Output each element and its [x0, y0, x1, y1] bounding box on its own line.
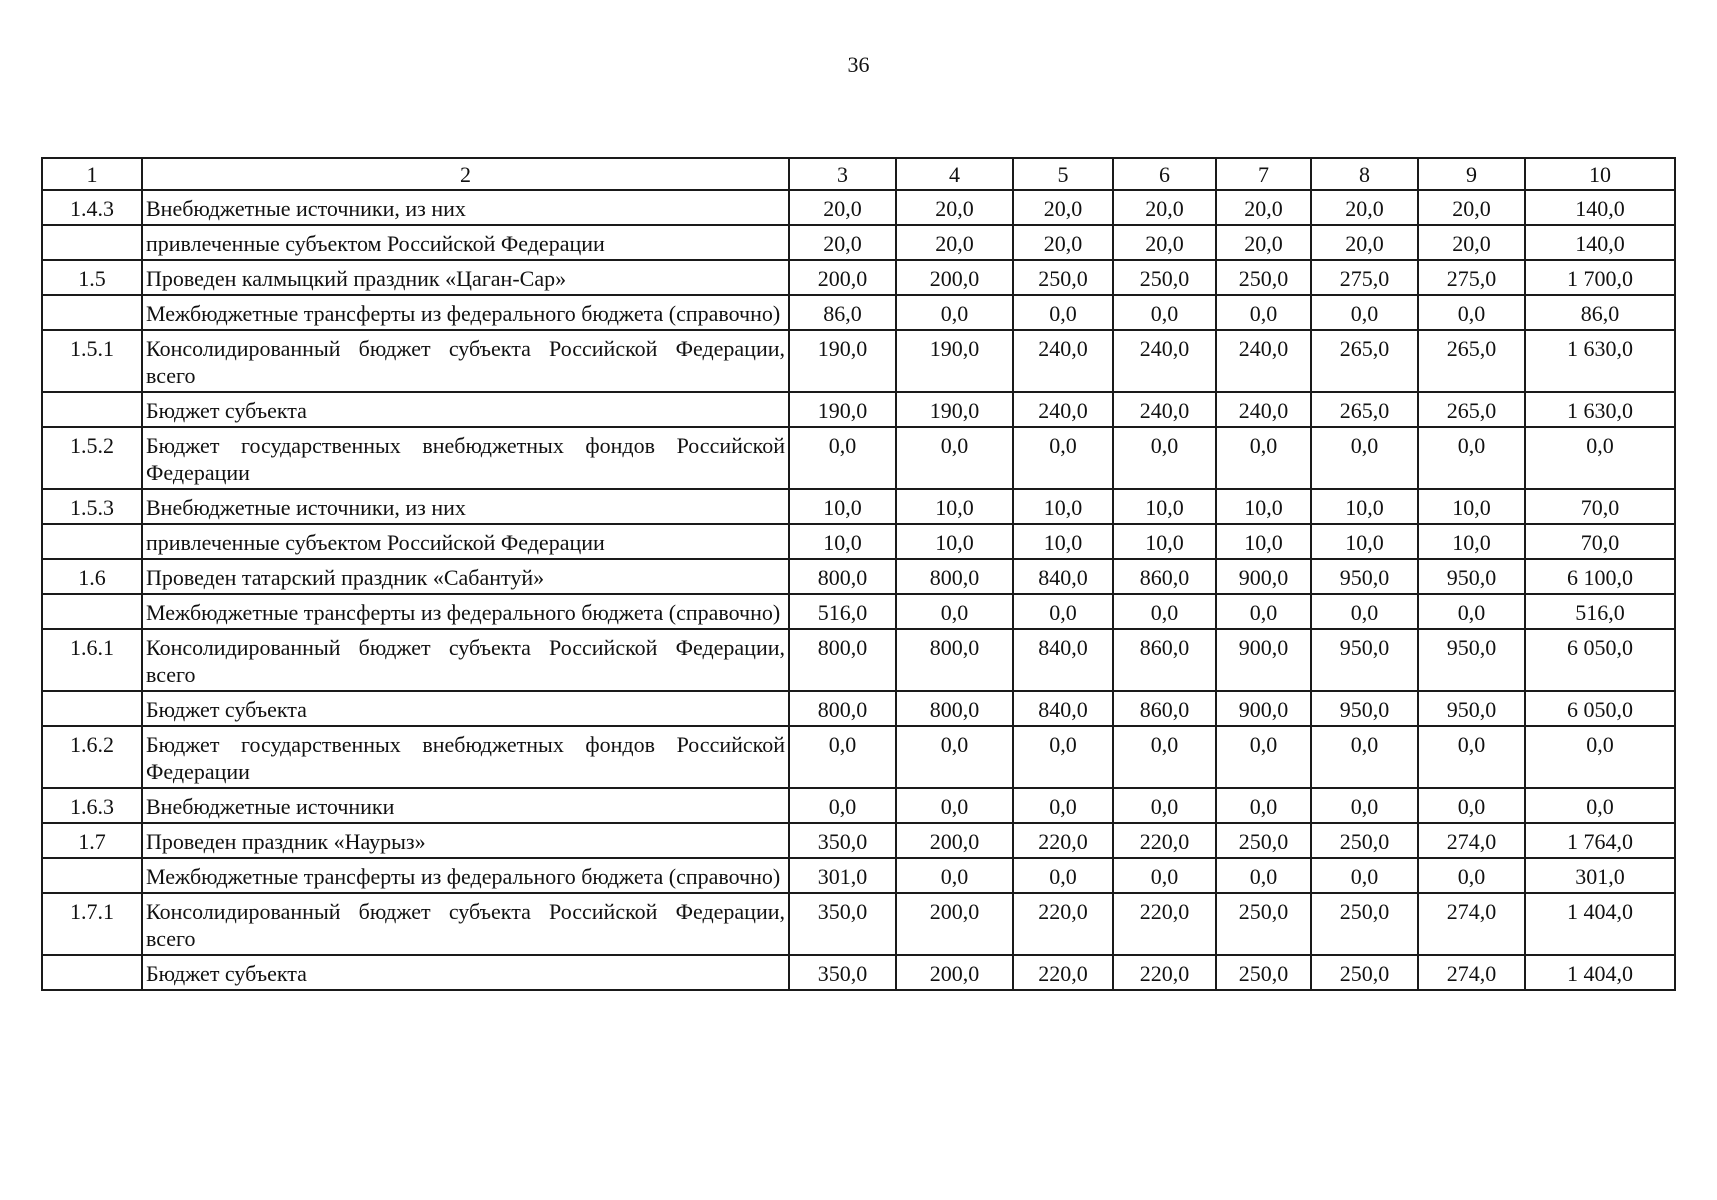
- row-value: 0,0: [789, 788, 896, 823]
- row-value: 0,0: [1113, 788, 1216, 823]
- table-row: [42, 489, 1675, 524]
- row-value: 265,0: [1418, 392, 1525, 427]
- row-value: 274,0: [1418, 823, 1525, 858]
- row-value: 0,0: [789, 726, 896, 788]
- row-value: 20,0: [789, 225, 896, 260]
- row-value: 1 404,0: [1525, 955, 1675, 990]
- row-value: 0,0: [1418, 858, 1525, 893]
- row-value: 950,0: [1311, 629, 1418, 691]
- column-header: 4: [896, 158, 1013, 190]
- row-label: привлеченные субъектом Российской Федерации: [142, 225, 789, 260]
- row-value: 20,0: [1013, 190, 1113, 225]
- row-value: 0,0: [1418, 427, 1525, 489]
- row-value: 274,0: [1418, 955, 1525, 990]
- row-value: 86,0: [789, 295, 896, 330]
- row-code: 1.7: [42, 823, 142, 858]
- row-code: [42, 955, 142, 990]
- column-header: 1: [42, 158, 142, 190]
- row-value: 800,0: [789, 691, 896, 726]
- row-value: 0,0: [896, 788, 1013, 823]
- row-value: 220,0: [1113, 955, 1216, 990]
- row-value: 950,0: [1418, 691, 1525, 726]
- row-value: 860,0: [1113, 629, 1216, 691]
- row-value: 20,0: [1418, 190, 1525, 225]
- row-code: [42, 225, 142, 260]
- row-value: 0,0: [896, 295, 1013, 330]
- row-value: 950,0: [1418, 559, 1525, 594]
- row-label: Бюджет государственных внебюджетных фондов Российской Федерации: [142, 427, 789, 489]
- row-value: 0,0: [1525, 726, 1675, 788]
- row-value: 10,0: [789, 524, 896, 559]
- row-value: 275,0: [1311, 260, 1418, 295]
- row-value: 200,0: [896, 823, 1013, 858]
- row-value: 250,0: [1216, 260, 1311, 295]
- row-value: 516,0: [789, 594, 896, 629]
- row-value: 240,0: [1113, 330, 1216, 392]
- row-value: 860,0: [1113, 559, 1216, 594]
- row-value: 70,0: [1525, 524, 1675, 559]
- row-label: Бюджет государственных внебюджетных фондов Российской Федерации: [142, 726, 789, 788]
- row-value: 0,0: [1013, 427, 1113, 489]
- row-code: 1.5: [42, 260, 142, 295]
- row-label: Консолидированный бюджет субъекта Российской Федерации, всего: [142, 330, 789, 392]
- table-row: [42, 955, 1675, 990]
- row-value: 20,0: [896, 225, 1013, 260]
- row-value: 301,0: [1525, 858, 1675, 893]
- row-value: 0,0: [1311, 858, 1418, 893]
- row-value: 0,0: [1418, 594, 1525, 629]
- row-value: 10,0: [1216, 524, 1311, 559]
- budget-table: [41, 157, 1676, 991]
- table-row: [42, 260, 1675, 295]
- row-value: 800,0: [789, 559, 896, 594]
- row-code: 1.6.1: [42, 629, 142, 691]
- table-row: [42, 330, 1675, 392]
- row-label: Внебюджетные источники, из них: [142, 489, 789, 524]
- row-value: 950,0: [1418, 629, 1525, 691]
- row-value: 1 700,0: [1525, 260, 1675, 295]
- row-value: 20,0: [1113, 190, 1216, 225]
- row-value: 0,0: [1216, 858, 1311, 893]
- row-value: 0,0: [1216, 726, 1311, 788]
- row-value: 900,0: [1216, 629, 1311, 691]
- column-number-row: [42, 158, 1675, 190]
- row-value: 840,0: [1013, 629, 1113, 691]
- row-code: 1.5.2: [42, 427, 142, 489]
- row-value: 1 630,0: [1525, 392, 1675, 427]
- row-value: 86,0: [1525, 295, 1675, 330]
- table-row: [42, 225, 1675, 260]
- row-code: [42, 295, 142, 330]
- row-value: 265,0: [1418, 330, 1525, 392]
- row-value: 10,0: [1418, 489, 1525, 524]
- row-value: 0,0: [896, 427, 1013, 489]
- row-value: 250,0: [1311, 955, 1418, 990]
- row-value: 20,0: [1113, 225, 1216, 260]
- row-value: 20,0: [1216, 190, 1311, 225]
- row-value: 0,0: [1013, 295, 1113, 330]
- row-label: Бюджет субъекта: [142, 955, 789, 990]
- row-value: 220,0: [1113, 823, 1216, 858]
- column-header: 5: [1013, 158, 1113, 190]
- row-label: Бюджет субъекта: [142, 392, 789, 427]
- row-value: 0,0: [1113, 594, 1216, 629]
- row-value: 800,0: [896, 559, 1013, 594]
- row-value: 250,0: [1216, 955, 1311, 990]
- row-value: 0,0: [1418, 295, 1525, 330]
- table-row: [42, 823, 1675, 858]
- row-value: 6 100,0: [1525, 559, 1675, 594]
- row-label: Бюджет субъекта: [142, 691, 789, 726]
- row-code: [42, 594, 142, 629]
- row-value: 350,0: [789, 955, 896, 990]
- row-value: 20,0: [896, 190, 1013, 225]
- row-value: 250,0: [1013, 260, 1113, 295]
- row-value: 200,0: [896, 893, 1013, 955]
- column-header: 3: [789, 158, 896, 190]
- table-row: [42, 295, 1675, 330]
- row-value: 10,0: [1013, 489, 1113, 524]
- row-code: 1.5.1: [42, 330, 142, 392]
- row-value: 950,0: [1311, 559, 1418, 594]
- row-value: 250,0: [1113, 260, 1216, 295]
- row-value: 0,0: [1311, 726, 1418, 788]
- row-value: 840,0: [1013, 559, 1113, 594]
- table-row: [42, 427, 1675, 489]
- row-value: 10,0: [1311, 489, 1418, 524]
- row-value: 0,0: [896, 858, 1013, 893]
- row-value: 10,0: [1113, 489, 1216, 524]
- row-value: 0,0: [789, 427, 896, 489]
- row-value: 20,0: [1311, 190, 1418, 225]
- row-value: 840,0: [1013, 691, 1113, 726]
- row-value: 140,0: [1525, 190, 1675, 225]
- row-value: 800,0: [789, 629, 896, 691]
- row-code: [42, 858, 142, 893]
- row-label: Проведен праздник «Наурыз»: [142, 823, 789, 858]
- row-value: 1 630,0: [1525, 330, 1675, 392]
- row-value: 0,0: [1216, 295, 1311, 330]
- row-value: 0,0: [1216, 594, 1311, 629]
- row-value: 0,0: [1216, 788, 1311, 823]
- row-value: 10,0: [1216, 489, 1311, 524]
- table-row: [42, 726, 1675, 788]
- row-value: 950,0: [1311, 691, 1418, 726]
- row-value: 900,0: [1216, 559, 1311, 594]
- column-header: 8: [1311, 158, 1418, 190]
- row-value: 250,0: [1216, 893, 1311, 955]
- row-value: 10,0: [896, 489, 1013, 524]
- row-value: 190,0: [789, 330, 896, 392]
- row-value: 240,0: [1216, 330, 1311, 392]
- row-value: 1 764,0: [1525, 823, 1675, 858]
- row-value: 220,0: [1013, 823, 1113, 858]
- row-value: 0,0: [1013, 788, 1113, 823]
- row-value: 190,0: [789, 392, 896, 427]
- row-value: 240,0: [1013, 330, 1113, 392]
- row-value: 6 050,0: [1525, 691, 1675, 726]
- row-value: 0,0: [1311, 594, 1418, 629]
- row-value: 0,0: [896, 726, 1013, 788]
- column-header: 10: [1525, 158, 1675, 190]
- row-value: 0,0: [896, 594, 1013, 629]
- column-header: 7: [1216, 158, 1311, 190]
- row-value: 0,0: [1113, 858, 1216, 893]
- row-code: 1.6.3: [42, 788, 142, 823]
- row-value: 350,0: [789, 823, 896, 858]
- row-value: 0,0: [1311, 788, 1418, 823]
- row-label: Консолидированный бюджет субъекта Российской Федерации, всего: [142, 893, 789, 955]
- row-value: 240,0: [1013, 392, 1113, 427]
- row-label: Проведен татарский праздник «Сабантуй»: [142, 559, 789, 594]
- page-number: 36: [847, 52, 870, 77]
- row-value: 220,0: [1013, 893, 1113, 955]
- row-value: 0,0: [1525, 788, 1675, 823]
- row-value: 20,0: [1311, 225, 1418, 260]
- table-row: [42, 629, 1675, 691]
- row-label: Межбюджетные трансферты из федерального бюджета (справочно): [142, 858, 789, 893]
- row-value: 0,0: [1311, 295, 1418, 330]
- table-row: [42, 893, 1675, 955]
- table-row: [42, 594, 1675, 629]
- row-value: 10,0: [1311, 524, 1418, 559]
- row-label: Межбюджетные трансферты из федерального бюджета (справочно): [142, 594, 789, 629]
- row-value: 0,0: [1013, 726, 1113, 788]
- row-code: 1.6: [42, 559, 142, 594]
- row-value: 240,0: [1216, 392, 1311, 427]
- row-value: 0,0: [1418, 726, 1525, 788]
- row-value: 265,0: [1311, 392, 1418, 427]
- row-value: 1 404,0: [1525, 893, 1675, 955]
- row-value: 0,0: [1418, 788, 1525, 823]
- row-code: 1.4.3: [42, 190, 142, 225]
- row-value: 275,0: [1418, 260, 1525, 295]
- row-value: 20,0: [1418, 225, 1525, 260]
- column-header: 6: [1113, 158, 1216, 190]
- row-code: 1.7.1: [42, 893, 142, 955]
- row-code: [42, 392, 142, 427]
- row-value: 10,0: [896, 524, 1013, 559]
- row-value: 250,0: [1216, 823, 1311, 858]
- table-row: [42, 392, 1675, 427]
- row-value: 0,0: [1013, 858, 1113, 893]
- row-value: 301,0: [789, 858, 896, 893]
- row-value: 220,0: [1113, 893, 1216, 955]
- row-value: 0,0: [1525, 427, 1675, 489]
- row-label: Межбюджетные трансферты из федерального бюджета (справочно): [142, 295, 789, 330]
- row-value: 250,0: [1311, 893, 1418, 955]
- row-value: 190,0: [896, 330, 1013, 392]
- row-value: 200,0: [896, 955, 1013, 990]
- row-value: 70,0: [1525, 489, 1675, 524]
- row-label: Внебюджетные источники: [142, 788, 789, 823]
- row-value: 900,0: [1216, 691, 1311, 726]
- row-value: 800,0: [896, 691, 1013, 726]
- row-value: 0,0: [1113, 726, 1216, 788]
- row-value: 200,0: [896, 260, 1013, 295]
- row-value: 0,0: [1013, 594, 1113, 629]
- row-value: 10,0: [789, 489, 896, 524]
- row-label: Консолидированный бюджет субъекта Российской Федерации, всего: [142, 629, 789, 691]
- row-value: 274,0: [1418, 893, 1525, 955]
- row-code: 1.6.2: [42, 726, 142, 788]
- row-value: 10,0: [1418, 524, 1525, 559]
- row-value: 265,0: [1311, 330, 1418, 392]
- column-header: 2: [142, 158, 789, 190]
- row-value: 20,0: [1013, 225, 1113, 260]
- row-label: Проведен калмыцкий праздник «Цаган-Сар»: [142, 260, 789, 295]
- row-value: 20,0: [1216, 225, 1311, 260]
- row-label: Внебюджетные источники, из них: [142, 190, 789, 225]
- table-row: [42, 788, 1675, 823]
- row-value: 0,0: [1113, 427, 1216, 489]
- row-value: 200,0: [789, 260, 896, 295]
- row-code: [42, 524, 142, 559]
- table-row: [42, 190, 1675, 225]
- row-value: 800,0: [896, 629, 1013, 691]
- row-label: привлеченные субъектом Российской Федерации: [142, 524, 789, 559]
- row-value: 350,0: [789, 893, 896, 955]
- row-value: 10,0: [1013, 524, 1113, 559]
- row-value: 0,0: [1216, 427, 1311, 489]
- row-value: 220,0: [1013, 955, 1113, 990]
- row-value: 20,0: [789, 190, 896, 225]
- table-row: [42, 524, 1675, 559]
- table-row: [42, 858, 1675, 893]
- row-value: 10,0: [1113, 524, 1216, 559]
- row-value: 516,0: [1525, 594, 1675, 629]
- row-value: 190,0: [896, 392, 1013, 427]
- row-code: 1.5.3: [42, 489, 142, 524]
- row-value: 860,0: [1113, 691, 1216, 726]
- row-value: 140,0: [1525, 225, 1675, 260]
- row-value: 6 050,0: [1525, 629, 1675, 691]
- row-code: [42, 691, 142, 726]
- table-row: [42, 691, 1675, 726]
- row-value: 0,0: [1311, 427, 1418, 489]
- row-value: 250,0: [1311, 823, 1418, 858]
- row-value: 240,0: [1113, 392, 1216, 427]
- table-body: [42, 158, 1675, 990]
- column-header: 9: [1418, 158, 1525, 190]
- table-row: [42, 559, 1675, 594]
- row-value: 0,0: [1113, 295, 1216, 330]
